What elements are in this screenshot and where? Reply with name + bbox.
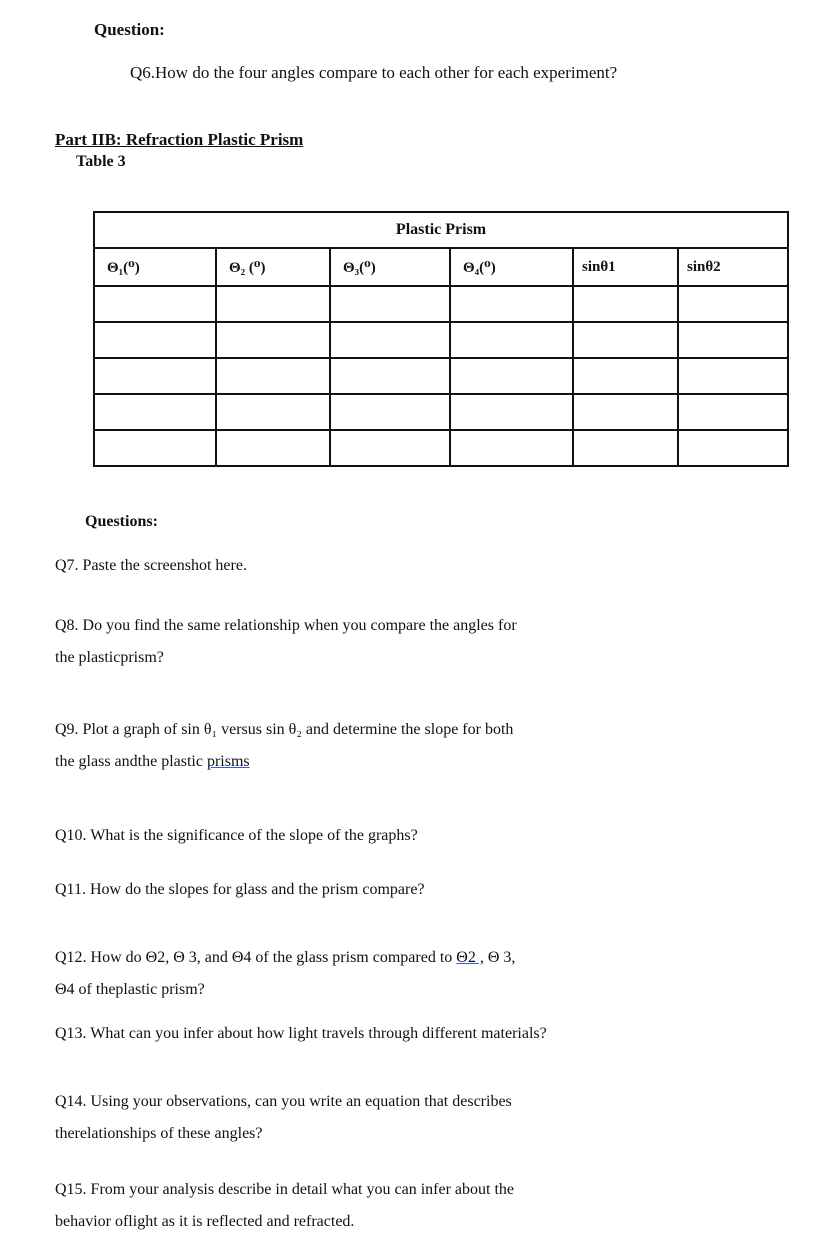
table-cell[interactable] (678, 286, 788, 322)
question-q8-line1: Q8. Do you find the same relationship when you compare the angles for (55, 617, 517, 634)
table-cell[interactable] (573, 430, 678, 466)
question-q14-line2: therelationships of these angles? (55, 1125, 263, 1142)
table-cell[interactable] (678, 322, 788, 358)
table-cell[interactable] (330, 286, 450, 322)
table-cell[interactable] (573, 394, 678, 430)
table-title: Plastic Prism (94, 212, 788, 248)
column-header-theta4: Θ₄(⁰) (450, 248, 573, 286)
table-cell[interactable] (678, 358, 788, 394)
table-cell[interactable] (94, 286, 216, 322)
table-cell[interactable] (450, 394, 573, 430)
question-q13: Q13. What can you infer about how light travels through different materials? (55, 1025, 547, 1042)
table-cell[interactable] (216, 358, 330, 394)
table-cell[interactable] (678, 394, 788, 430)
question-q8-line2: the plasticprism? (55, 649, 164, 666)
table-cell[interactable] (94, 358, 216, 394)
table-cell[interactable] (450, 322, 573, 358)
column-header-theta2: Θ₂ (⁰) (216, 248, 330, 286)
section-title: Part IIB: Refraction Plastic Prism (55, 130, 304, 149)
data-table (93, 211, 789, 467)
question-q10: Q10. What is the significance of the slope of the graphs? (55, 827, 418, 844)
table-label: Table 3 (76, 153, 126, 170)
table-row (94, 394, 788, 430)
question-q12-line1 (55, 949, 515, 967)
table-cell[interactable] (573, 358, 678, 394)
question-q12-line1-tail: Θ 3, (483, 949, 516, 966)
table-cell[interactable] (450, 430, 573, 466)
table-cell[interactable] (573, 322, 678, 358)
question-q12-underlined: Θ2 , (456, 949, 484, 966)
question-q9-line2 (55, 753, 250, 771)
table-cell[interactable] (573, 286, 678, 322)
table-cell[interactable] (330, 430, 450, 466)
table-cell[interactable] (678, 430, 788, 466)
table-cell[interactable] (330, 322, 450, 358)
column-header-sin-theta2: sinθ2 (678, 248, 788, 286)
question-q15-line1: Q15. From your analysis describe in detail what you can infer about the (55, 1181, 514, 1198)
question-q9-line1: Q9. Plot a graph of sin θ₁ versus sin θ₂ and determine the slope for both (55, 721, 514, 738)
table-cell[interactable] (94, 322, 216, 358)
question-q12-line1-text: Q12. How do Θ2, Θ 3, and Θ4 of the glass prism compared to (55, 949, 457, 966)
table-cell[interactable] (216, 394, 330, 430)
table-header-row (94, 248, 788, 286)
question-q7: Q7. Paste the screenshot here. (55, 557, 247, 574)
table-cell[interactable] (216, 430, 330, 466)
question-q15-line2: behavior oflight as it is reflected and refracted. (55, 1213, 355, 1230)
table-cell[interactable] (450, 358, 573, 394)
table-row (94, 430, 788, 466)
table-row (94, 358, 788, 394)
table-cell[interactable] (94, 430, 216, 466)
question-heading: Question: (94, 20, 165, 39)
column-header-theta1: Θ₁(⁰) (94, 248, 216, 286)
column-header-sin-theta1: sinθ1 (573, 248, 678, 286)
table-cell[interactable] (330, 394, 450, 430)
question-q9-line2-underlined: prisms (206, 753, 250, 770)
table-cell[interactable] (450, 286, 573, 322)
table-cell[interactable] (216, 322, 330, 358)
question-q9-line2-text: the glass andthe plastic (55, 753, 207, 770)
column-header-theta3: Θ₃(⁰) (330, 248, 450, 286)
question-q11: Q11. How do the slopes for glass and the prism compare? (55, 881, 425, 898)
table-cell[interactable] (216, 286, 330, 322)
table-title-row (94, 212, 788, 248)
table-cell[interactable] (94, 394, 216, 430)
table-row (94, 322, 788, 358)
table-row (94, 286, 788, 322)
question-q12-line2: Θ4 of theplastic prism? (55, 981, 205, 998)
questions-heading: Questions: (85, 513, 158, 530)
question-q6: Q6.How do the four angles compare to each other for each experiment? (130, 63, 618, 82)
table-cell[interactable] (330, 358, 450, 394)
question-q14-line1: Q14. Using your observations, can you write an equation that describes (55, 1093, 512, 1110)
